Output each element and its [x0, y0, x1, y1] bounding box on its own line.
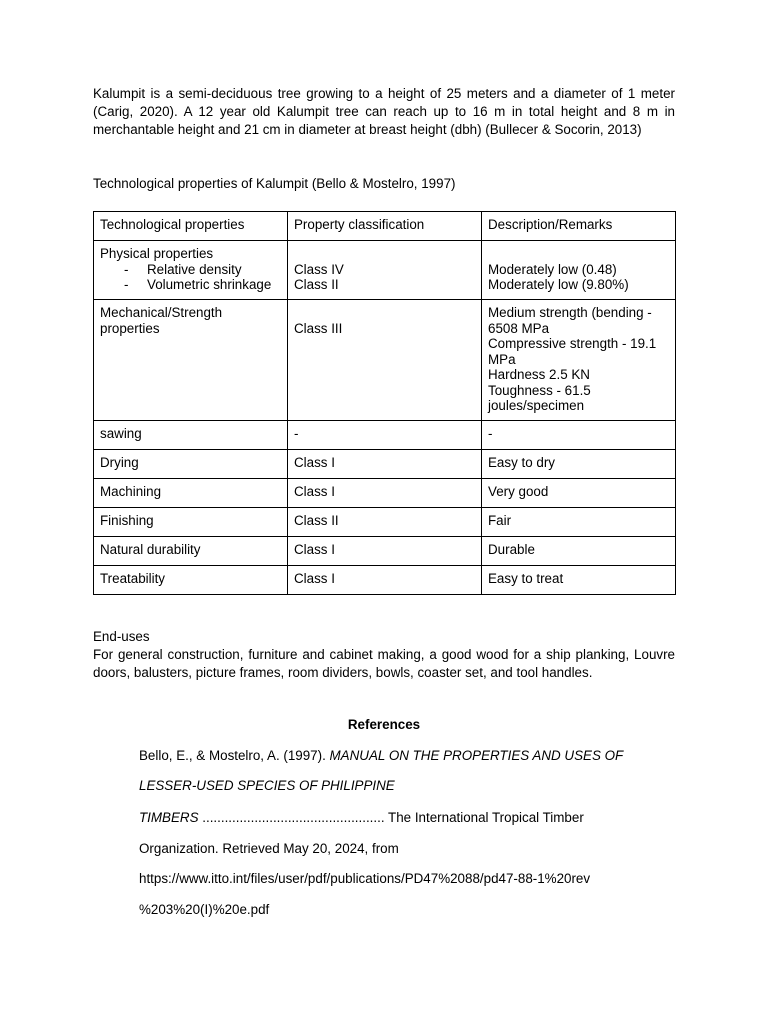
- table-cell: Finishing: [94, 508, 288, 537]
- table-caption: Technological properties of Kalumpit (Bello & Mostelro, 1997): [93, 176, 456, 191]
- ref-dots: .................................................: [198, 810, 389, 825]
- table-cell: Drying: [94, 450, 288, 479]
- ref-authors: Bello, E., & Mostelro, A. (1997).: [139, 748, 330, 763]
- table-row: [94, 241, 676, 300]
- table-row: [94, 566, 676, 595]
- table-row: [94, 421, 676, 450]
- table-cell: Class I: [288, 537, 482, 566]
- list-dash: -: [124, 277, 129, 292]
- table-cell: Easy to treat: [482, 566, 676, 595]
- properties-table: [93, 211, 676, 595]
- remark-line: Toughness - 61.5: [488, 382, 591, 398]
- header-cell: Technological properties: [94, 212, 288, 241]
- table-cell: [482, 300, 676, 421]
- table-row: [94, 300, 676, 421]
- table-cell: [288, 300, 482, 421]
- sub-item-name: Relative density: [147, 261, 242, 277]
- header-cell: Description/Remarks: [482, 212, 676, 241]
- table-cell: -: [288, 421, 482, 450]
- remark-line: Hardness 2.5 KN: [488, 367, 590, 382]
- list-dash: -: [124, 261, 129, 277]
- sub-item-name: Volumetric shrinkage: [147, 277, 272, 292]
- table-cell: [482, 241, 676, 300]
- table-cell: Fair: [482, 508, 676, 537]
- table-cell: Treatability: [94, 566, 288, 595]
- table-cell: Machining: [94, 479, 288, 508]
- class-value: Class II: [294, 277, 339, 292]
- table-cell: [94, 241, 288, 300]
- reference-line: LESSER-USED SPECIES OF PHILIPPINE: [139, 778, 395, 793]
- table-cell: [288, 241, 482, 300]
- reference-line: [139, 809, 584, 827]
- class-value: Class III: [294, 320, 343, 336]
- table-header-row: [94, 212, 676, 241]
- remark-line: 6508 MPa: [488, 320, 550, 336]
- class-value: Class IV: [294, 261, 344, 277]
- remark-line: MPa: [488, 351, 516, 367]
- table-cell: Mechanical/Strength properties: [94, 300, 288, 421]
- remark-line: joules/specimen: [488, 398, 585, 413]
- references-heading: References: [347, 717, 421, 732]
- reference-line: [139, 747, 623, 765]
- intro-paragraph: Kalumpit is a semi-deciduous tree growing to a height of 25 meters and a diameter of 1 meter (Carig, 2020). A 12 year old Kalumpit tree can reach up to 16 m in total height and 8 m in merchantable height and 21 cm in diameter at breast height (dbh) (Bullecer & Socorin, 2013): [93, 86, 675, 137]
- table-cell: Very good: [482, 479, 676, 508]
- table-cell: Class I: [288, 479, 482, 508]
- table-row: [94, 537, 676, 566]
- end-uses-text: For general construction, furniture and cabinet making, a good wood for a ship planking, Louvre doors, balusters, picture frames, room dividers, bowls, coaster set, and tool handles.: [93, 647, 675, 680]
- table-cell: sawing: [94, 421, 288, 450]
- remark-value: Moderately low (0.48): [488, 261, 617, 277]
- table-cell: Easy to dry: [482, 450, 676, 479]
- end-uses-title: End-uses: [93, 629, 150, 644]
- table-row: [94, 479, 676, 508]
- physical-properties-label: Physical properties: [100, 246, 214, 261]
- reference-url: https://www.itto.int/files/user/pdf/publications/PD47%2088/pd47-88-1%20rev: [139, 871, 591, 886]
- table-row: [94, 450, 676, 479]
- table-row: [94, 508, 676, 537]
- table-cell: Class I: [288, 566, 482, 595]
- sub-item: [100, 277, 281, 293]
- sub-item: [100, 262, 281, 278]
- remark-value: Moderately low (9.80%): [488, 277, 629, 292]
- ref-title: MANUAL ON THE PROPERTIES AND USES OF: [329, 748, 624, 763]
- remark-line: Compressive strength - 19.1: [488, 336, 657, 351]
- table-cell: Durable: [482, 537, 676, 566]
- ref-title: TIMBERS: [139, 810, 199, 825]
- header-cell: Property classification: [288, 212, 482, 241]
- reference-url: %203%20(I)%20e.pdf: [139, 902, 270, 917]
- table-cell: -: [482, 421, 676, 450]
- remark-line: Medium strength (bending -: [488, 305, 652, 320]
- reference-line: Organization. Retrieved May 20, 2024, from: [139, 841, 399, 856]
- table-cell: Class II: [288, 508, 482, 537]
- table-cell: Natural durability: [94, 537, 288, 566]
- table-cell: Class I: [288, 450, 482, 479]
- ref-publisher: The International Tropical Timber: [388, 810, 584, 825]
